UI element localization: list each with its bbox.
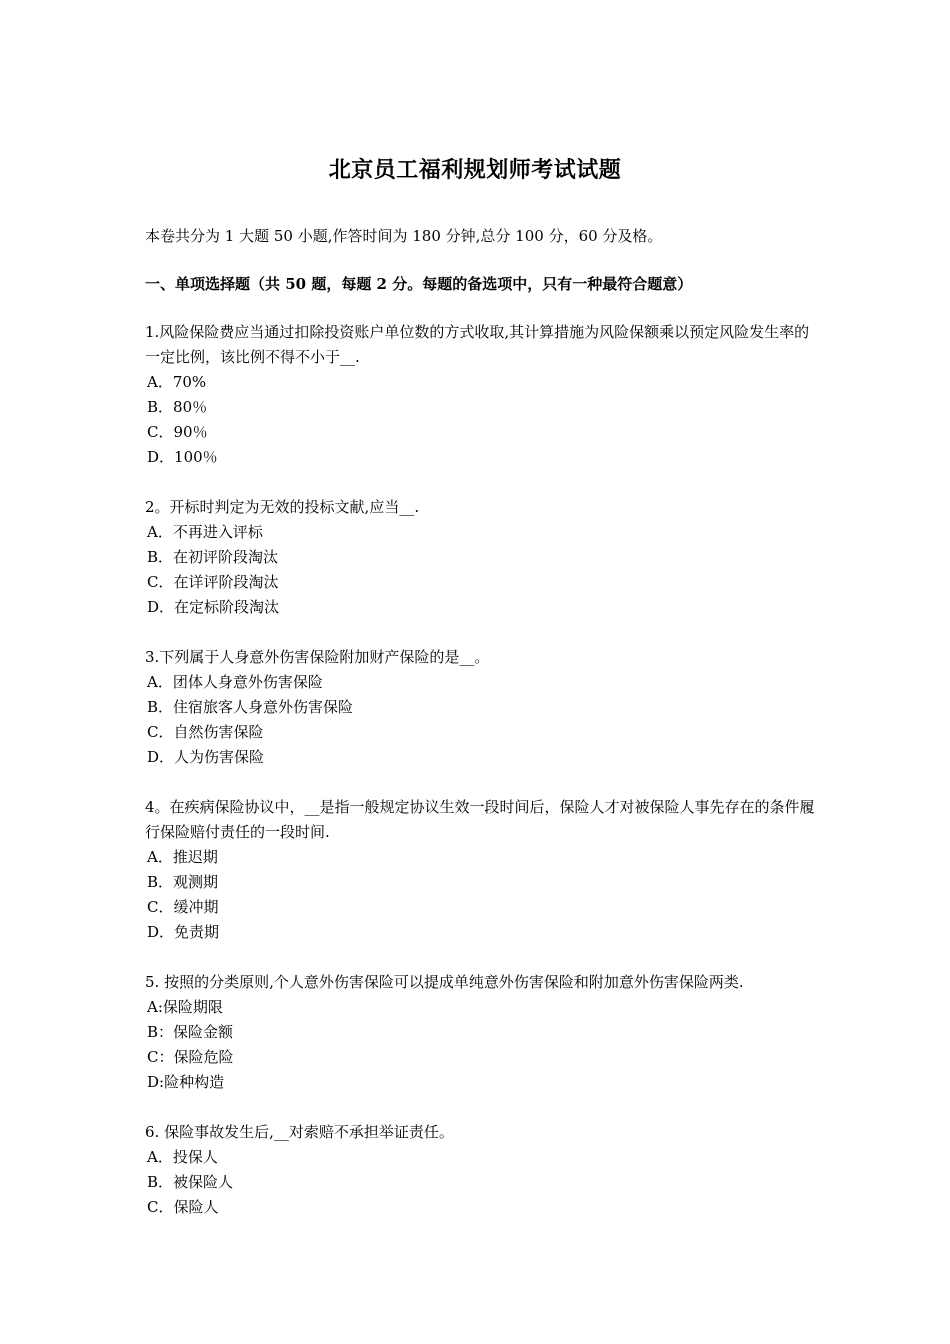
option-d: D．人为伤害保险 [147,748,265,766]
option-c: C．缓冲期 [147,898,219,916]
question-3 [145,645,815,770]
option-b: B．被保险人 [147,1173,234,1191]
option-a: A．70% [147,373,207,391]
question-5 [145,970,815,1095]
exam-intro: 本卷共分为 1 大题 50 小题,作答时间为 180 分钟,总分 100 分，60 分及格。 [145,227,663,245]
document-title: 北京员工福利规划师考试试题 [328,157,622,183]
option-d: D．免责期 [147,923,220,941]
question-stem: 2。开标时判定为无效的投标文献,应当__. [145,498,420,516]
option-a: A．投保人 [147,1148,218,1166]
option-d: D:险种构造 [147,1073,225,1091]
question-stem: 5. 按照的分类原则,个人意外伤害保险可以提成单纯意外伤害保险和附加意外伤害保险两类. [145,973,744,991]
option-b: B．观测期 [147,873,219,891]
option-b: B．在初评阶段淘汰 [147,548,279,566]
question-6 [145,1120,815,1220]
option-a: A:保险期限 [147,998,223,1016]
question-stem: 3.下列属于人身意外伤害保险附加财产保险的是__。 [145,648,490,666]
option-c: C．在详评阶段淘汰 [147,573,279,591]
question-stem: 1.风险保险费应当通过扣除投资账户单位数的方式收取,其计算措施为风险保额乘以预定风险发生率的一定比例，该比例不得不小于__. [145,323,810,366]
question-1 [145,320,815,470]
question-4 [145,795,815,945]
question-stem: 6. 保险事故发生后,__对索赔不承担举证责任。 [145,1123,454,1141]
document-body [145,224,815,1245]
option-c: C．保险人 [147,1198,219,1216]
question-2 [145,495,815,620]
option-b: B．住宿旅客人身意外伤害保险 [147,698,354,716]
option-a: A．不再进入评标 [147,523,263,541]
option-d: D．在定标阶段淘汰 [147,598,280,616]
option-b: B：保险金额 [147,1023,234,1041]
option-c: C．自然伤害保险 [147,723,264,741]
option-b: B．80％ [147,398,208,416]
option-c: C．90％ [147,423,208,441]
section-heading: 一、单项选择题（共 50 题，每题 2 分。每题的备选项中，只有一种最符合题意） [145,275,693,293]
option-a: A．推迟期 [147,848,218,866]
question-stem: 4。在疾病保险协议中，__是指一般规定协议生效一段时间后，保险人才对被保险人事先存在的条件履行保险赔付责任的一段时间. [145,798,815,841]
option-a: A．团体人身意外伤害保险 [147,673,323,691]
option-d: D．100％ [147,448,218,466]
option-c: C：保险危险 [147,1048,234,1066]
